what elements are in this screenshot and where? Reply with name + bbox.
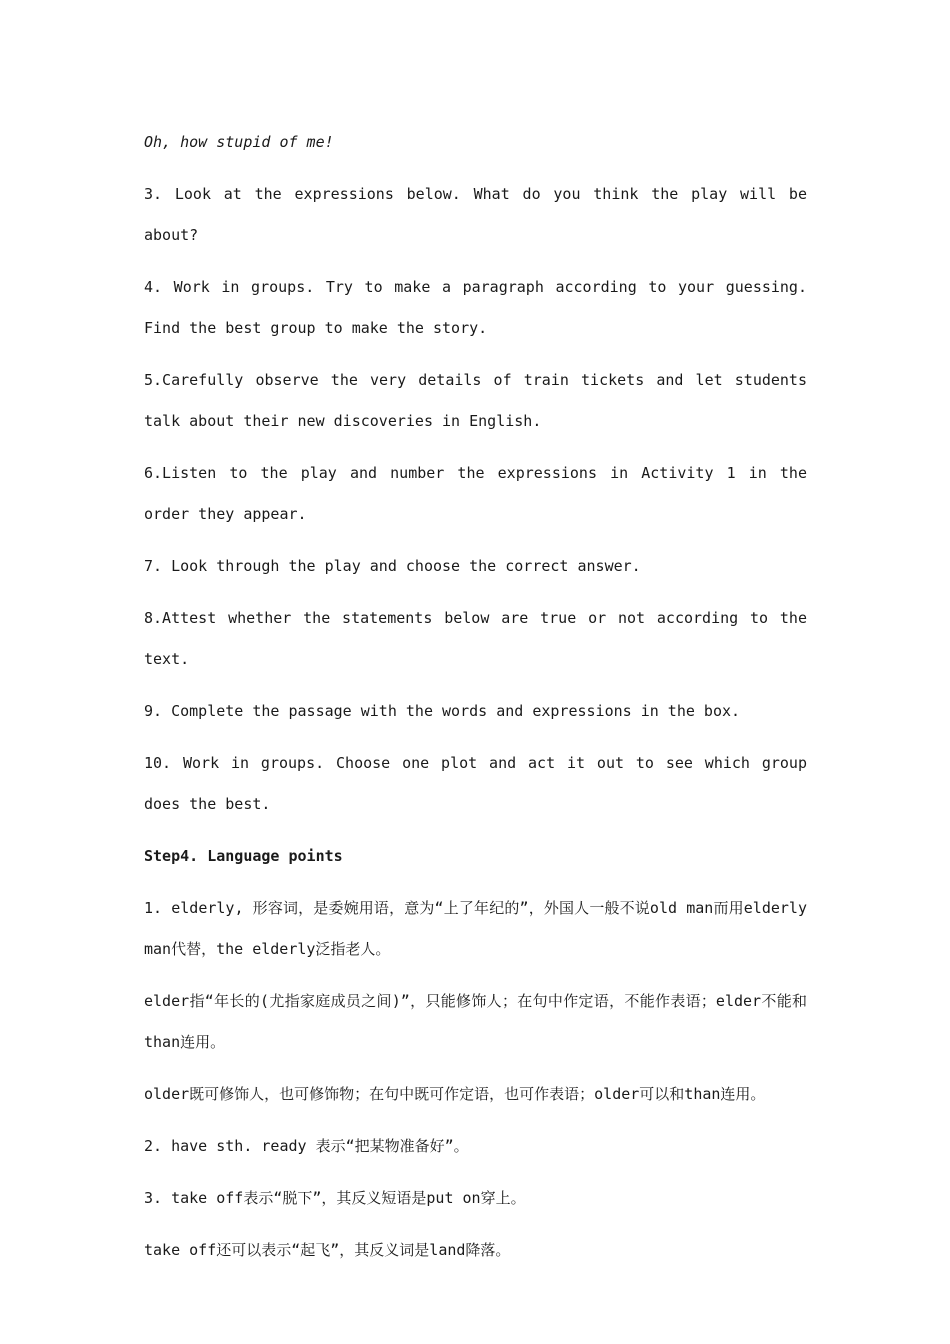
language-point-1: 1. elderly, 形容词，是委婉用语，意为“上了年纪的”，外国人一般不说old man而用elderly man代替，the elderly泛指老人。: [144, 899, 807, 958]
activity-9: 9. Complete the passage with the words and expressions in the box.: [144, 702, 741, 720]
language-point-take-off: take off还可以表示“起飞”，其反义词是land降落。: [144, 1241, 511, 1259]
activity-3: 3. Look at the expressions below. What do you think the play will be about?: [144, 185, 807, 244]
activity-10: 10. Work in groups. Choose one plot and act it out to see which group does the best.: [144, 754, 807, 813]
language-point-elder: elder指“年长的(尤指家庭成员之间)”，只能修饰人；在句中作定语，不能作表语；elder不能和than连用。: [144, 992, 807, 1051]
activity-6: 6.Listen to the play and number the expressions in Activity 1 in the order they appear.: [144, 464, 807, 523]
activity-8: 8.Attest whether the statements below are true or not according to the text.: [144, 609, 807, 668]
activity-4: 4. Work in groups. Try to make a paragraph according to your guessing. Find the best group to make the story.: [144, 278, 807, 337]
section-heading: Step4. Language points: [144, 847, 343, 865]
language-point-3: 3. take off表示“脱下”，其反义短语是put on穿上。: [144, 1189, 526, 1207]
dialogue-line: Oh, how stupid of me!: [144, 133, 334, 151]
language-point-2: 2. have sth. ready 表示“把某物准备好”。: [144, 1137, 469, 1155]
activity-7: 7. Look through the play and choose the correct answer.: [144, 557, 641, 575]
document-body: [144, 122, 807, 1282]
language-point-older: older既可修饰人，也可修饰物；在句中既可作定语，也可作表语；older可以和than连用。: [144, 1085, 766, 1103]
activity-5: 5.Carefully observe the very details of train tickets and let students talk about their new discoveries in English.: [144, 371, 807, 430]
